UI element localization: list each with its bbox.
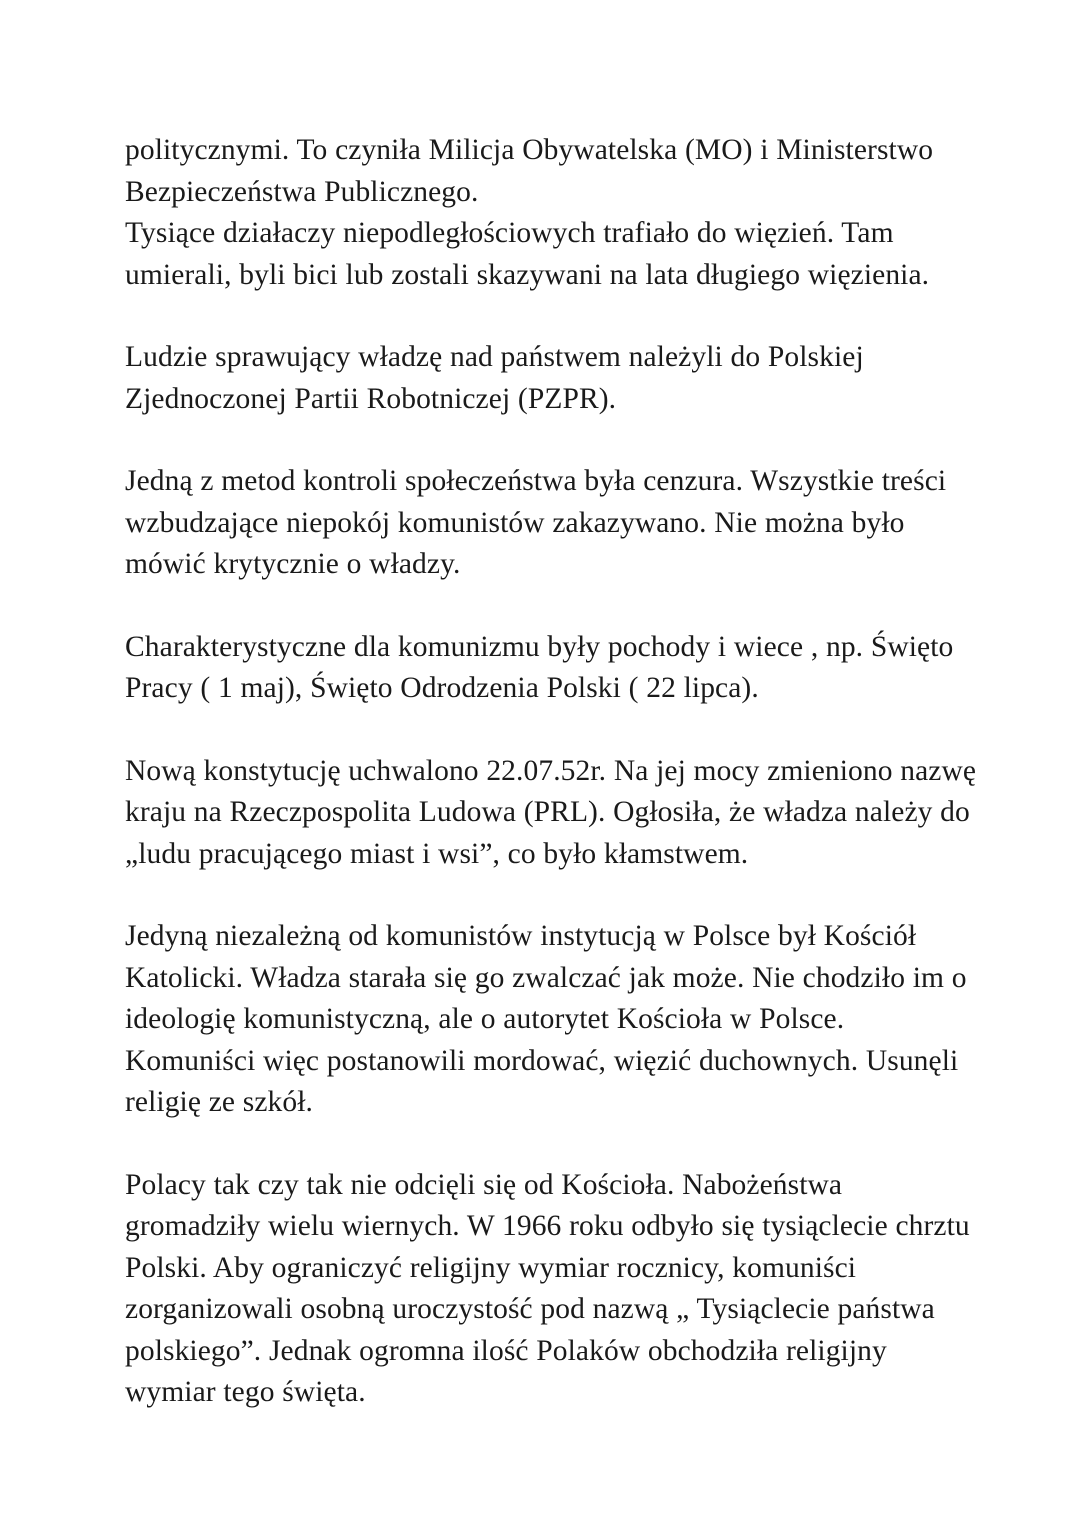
- paragraph-3: Jedną z metod kontroli społeczeństwa była cenzura. Wszystkie treści wzbudzające niepokój komunistów zakazywano. Nie można było mówić krytycznie o władzy.: [125, 465, 947, 580]
- paragraph-1: [125, 130, 981, 296]
- paragraph-7: Polacy tak czy tak nie odcięli się od Kościoła. Nabożeństwa gromadziły wielu wiernych. W 1966 roku odbyło się tysiąclecie chrztu Polski. Aby ograniczyć religijny wymiar rocznicy, komuniści zorganizowali osobną uroczystość pod nazwą „ Tysiąclecie państwa polskiego”. Jednak ogromna ilość Polaków obchodziła religijny wymiar tego święta.: [125, 1168, 970, 1408]
- paragraph-5: Nową konstytucję uchwalono 22.07.52r. Na jej mocy zmieniono nazwę kraju na Rzeczpospolita Ludowa (PRL). Ogłosiła, że władza należy do „ludu pracującego miast i wsi”, co było kłamstwem.: [125, 754, 977, 870]
- paragraph-4: Charakterystyczne dla komunizmu były pochody i wiece , np. Święto Pracy ( 1 maj), Święto Odrodzenia Polski ( 22 lipca).: [125, 630, 954, 704]
- paragraph-6: Jedyną niezależną od komunistów instytucją w Polsce był Kościół Katolicki. Władza starała się go zwalczać jak może. Nie chodziło im o ideologię komunistyczną, ale o autorytet Kościoła w Polsce. Komuniści więc postanowili mordować, więzić duchownych. Usunęli religię ze szkół.: [125, 920, 967, 1118]
- document-body: [125, 130, 981, 1414]
- paragraph-1-line-group-b: Tysiące działaczy niepodległościowych trafiało do więzień. Tam umierali, byli bici lub zostali skazywani na lata długiego więzienia.: [125, 217, 930, 291]
- paragraph-2: Ludzie sprawujący władzę nad państwem należyli do Polskiej Zjednoczonej Partii Robotniczej (PZPR).: [125, 341, 864, 415]
- paragraph-1-line-group-a: politycznymi. To czyniła Milicja Obywatelska (MO) i Ministerstwo Bezpieczeństwa Publicznego.: [125, 134, 934, 208]
